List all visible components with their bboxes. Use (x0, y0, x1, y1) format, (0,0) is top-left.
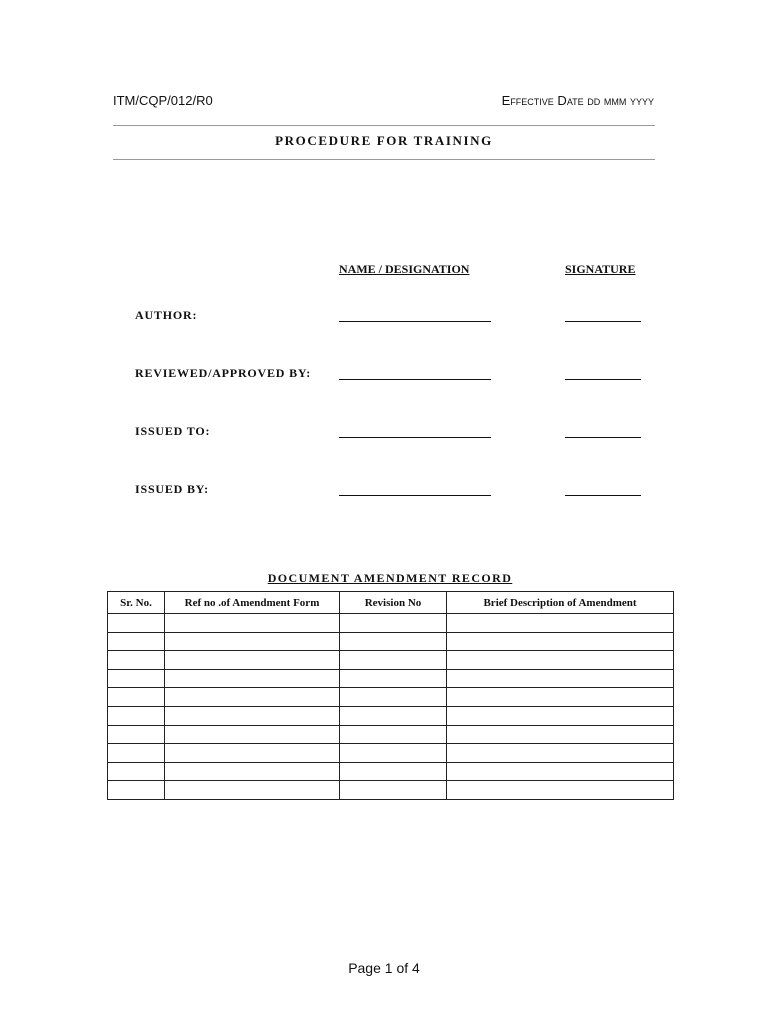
header-brief-description: Brief Description of Amendment (447, 592, 674, 614)
amendment-record-title: DOCUMENT AMENDMENT RECORD (267, 571, 513, 585)
author-name-line (339, 321, 491, 322)
table-header-row (108, 592, 674, 614)
table-cell (108, 614, 165, 633)
table-row (108, 725, 674, 744)
table-cell (108, 744, 165, 763)
issued-by-name-line (339, 495, 491, 496)
reviewed-approved-name-line (339, 379, 491, 380)
column-header-signature: SIGNATURE (565, 262, 636, 276)
table-row (108, 614, 674, 633)
table-cell (340, 669, 447, 688)
table-cell (108, 651, 165, 670)
table-cell (447, 632, 674, 651)
table-cell (340, 632, 447, 651)
table-cell (447, 688, 674, 707)
table-cell (165, 706, 340, 725)
table-cell (165, 781, 340, 800)
issued-by-signature-line (565, 495, 641, 496)
table-cell (108, 762, 165, 781)
page-number: Page 1 of 4 (348, 960, 420, 976)
table-cell (165, 762, 340, 781)
table-cell (340, 781, 447, 800)
issued-to-name-line (339, 437, 491, 438)
table-cell (165, 614, 340, 633)
table-cell (165, 744, 340, 763)
table-cell (447, 781, 674, 800)
table-row (108, 762, 674, 781)
table-row (108, 688, 674, 707)
header-revision-no: Revision No (340, 592, 447, 614)
table-cell (165, 688, 340, 707)
table-cell (340, 614, 447, 633)
table-cell (108, 781, 165, 800)
author-label: AUTHOR: (135, 308, 198, 322)
table-cell (165, 651, 340, 670)
table-cell (165, 632, 340, 651)
issued-to-label: ISSUED TO: (135, 424, 211, 438)
table-cell (447, 762, 674, 781)
table-cell (447, 725, 674, 744)
effective-date: Effective Date dd mmm yyyy (501, 93, 654, 108)
table-cell (447, 669, 674, 688)
table-cell (108, 706, 165, 725)
table-row (108, 744, 674, 763)
table-cell (447, 614, 674, 633)
table-cell (340, 762, 447, 781)
amendment-record-table (107, 591, 674, 800)
reviewed-approved-signature-line (565, 379, 641, 380)
table-cell (108, 725, 165, 744)
table-cell (340, 725, 447, 744)
table-cell (108, 669, 165, 688)
header-divider-top (113, 125, 655, 126)
table-row (108, 651, 674, 670)
table-cell (165, 669, 340, 688)
table-cell (340, 651, 447, 670)
document-code: ITM/CQP/012/R0 (113, 93, 213, 108)
header-divider-bottom (113, 159, 655, 160)
table-cell (340, 688, 447, 707)
header-sr-no: Sr. No. (108, 592, 165, 614)
author-signature-line (565, 321, 641, 322)
table-cell (108, 688, 165, 707)
table-cell (447, 706, 674, 725)
issued-to-signature-line (565, 437, 641, 438)
table-cell (340, 744, 447, 763)
header-ref-no: Ref no .of Amendment Form (165, 592, 340, 614)
issued-by-label: ISSUED BY: (135, 482, 209, 496)
document-title: PROCEDURE FOR TRAINING (275, 133, 493, 148)
table-row (108, 632, 674, 651)
table-cell (447, 744, 674, 763)
table-row (108, 706, 674, 725)
table-cell (108, 632, 165, 651)
column-header-name-designation: NAME / DESIGNATION (339, 262, 470, 276)
table-cell (340, 706, 447, 725)
table-cell (165, 725, 340, 744)
amendment-table-body (108, 614, 674, 800)
table-row (108, 669, 674, 688)
reviewed-approved-label: REVIEWED/APPROVED BY: (135, 366, 312, 380)
table-row (108, 781, 674, 800)
table-cell (447, 651, 674, 670)
